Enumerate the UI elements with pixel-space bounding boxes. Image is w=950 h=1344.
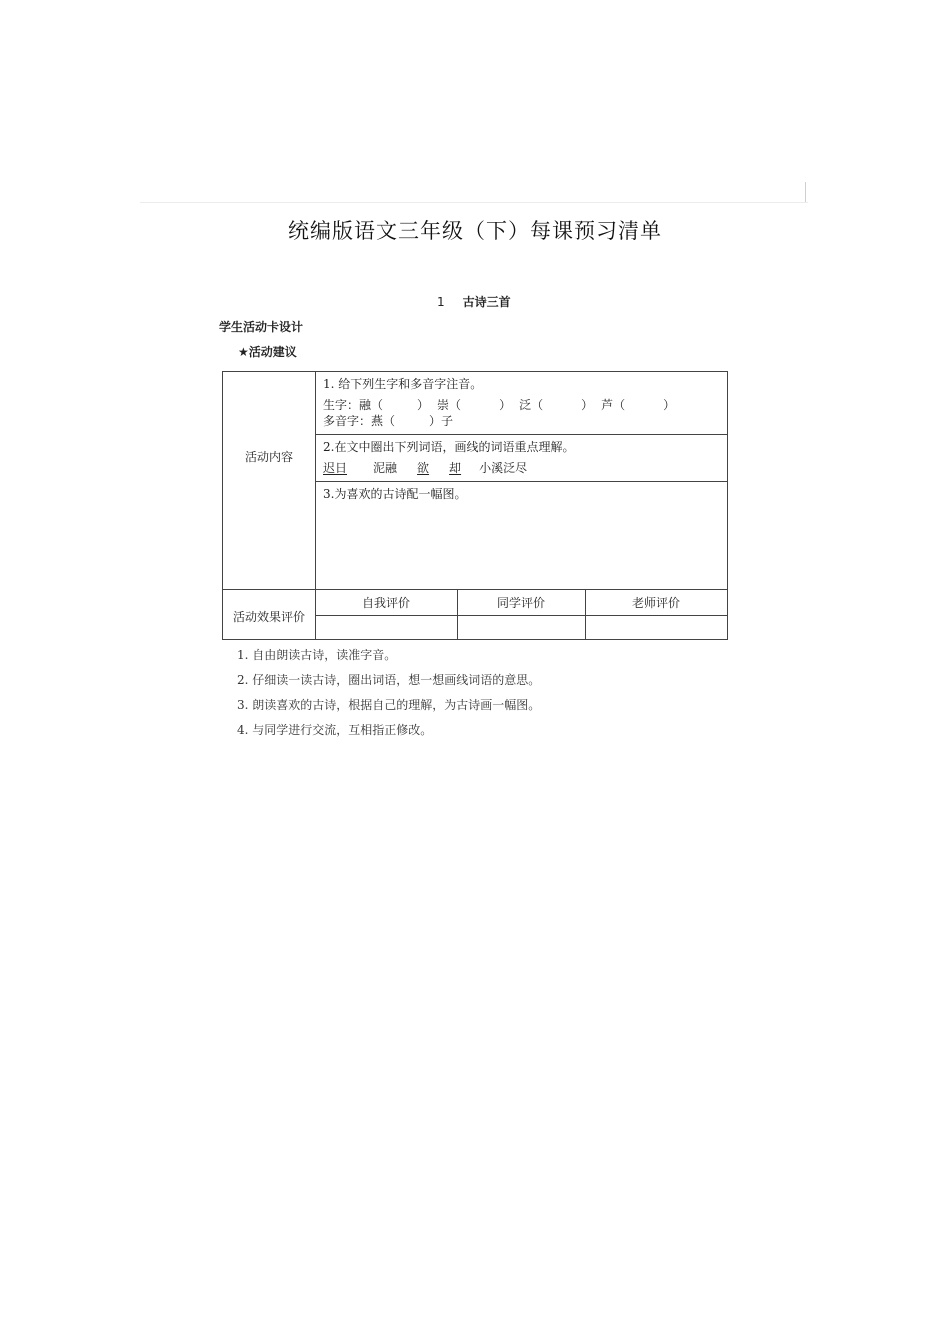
task2-words — [323, 460, 527, 476]
list-item: 4. 与同学进行交流，互相指正修改。 — [237, 723, 433, 737]
lesson-title: 古诗三首 — [462, 295, 511, 309]
table-row-divider — [315, 434, 727, 435]
header-rule — [140, 202, 808, 203]
eval-teacher-header: 老师评价 — [631, 596, 680, 610]
word-nirong: 泥融 — [373, 461, 398, 475]
word-yu: 欲 — [417, 461, 430, 475]
shengzi-label: 生字： — [323, 398, 360, 412]
char-rong: 融（ — [359, 398, 384, 412]
activity-table — [222, 371, 728, 640]
duoyin-label: 多音字： — [323, 414, 372, 428]
list-item: 1. 自由朗读古诗，读准字音。 — [237, 648, 397, 662]
task2-prompt: 2.在文中圈出下列词语，画线的词语重点理解。 — [323, 440, 575, 454]
lesson-number: 1 — [437, 295, 445, 309]
word-que: 却 — [449, 461, 462, 475]
char-lu: 芦（ — [601, 398, 626, 412]
char-yan: 燕（ — [371, 414, 396, 428]
paren-close: ） — [499, 398, 512, 412]
char-zi: ）子 — [429, 414, 454, 428]
char-fan: 泛（ — [519, 398, 544, 412]
task1-shengzi-row — [323, 397, 675, 413]
section-heading: 学生活动卡设计 — [219, 320, 304, 334]
list-item: 2. 仔细读一读古诗，圈出词语，想一想画线词语的意思。 — [237, 673, 541, 687]
table-row-divider — [315, 481, 727, 482]
eval-peer-header: 同学评价 — [496, 596, 545, 610]
content-label: 活动内容 — [244, 450, 293, 464]
evaluation-label: 活动效果评价 — [232, 610, 305, 624]
word-xiaoxifanjin: 小溪泛尽 — [479, 461, 528, 475]
lesson-heading — [437, 293, 511, 310]
page-title: 统编版语文三年级（下）每课预习清单 — [288, 219, 662, 243]
paren-close: ） — [581, 398, 594, 412]
word-chiri: 迟日 — [323, 461, 348, 475]
table-row-divider — [315, 615, 727, 616]
paren-close: ） — [663, 398, 676, 412]
task1-prompt: 1. 给下列生字和多音字注音。 — [323, 377, 483, 391]
subsection-heading: ★活动建议 — [238, 345, 297, 359]
table-row-divider — [223, 589, 727, 590]
activity-steps — [237, 646, 540, 746]
header-tick — [805, 182, 806, 202]
list-item: 3. 朗读喜欢的古诗，根据自己的理解，为古诗画一幅图。 — [237, 698, 541, 712]
char-chong: 崇（ — [437, 398, 462, 412]
eval-self-header: 自我评价 — [361, 596, 410, 610]
task3-prompt: 3.为喜欢的古诗配一幅图。 — [323, 487, 467, 501]
paren-close: ） — [417, 398, 430, 412]
task1-duoyin-row — [323, 413, 453, 429]
